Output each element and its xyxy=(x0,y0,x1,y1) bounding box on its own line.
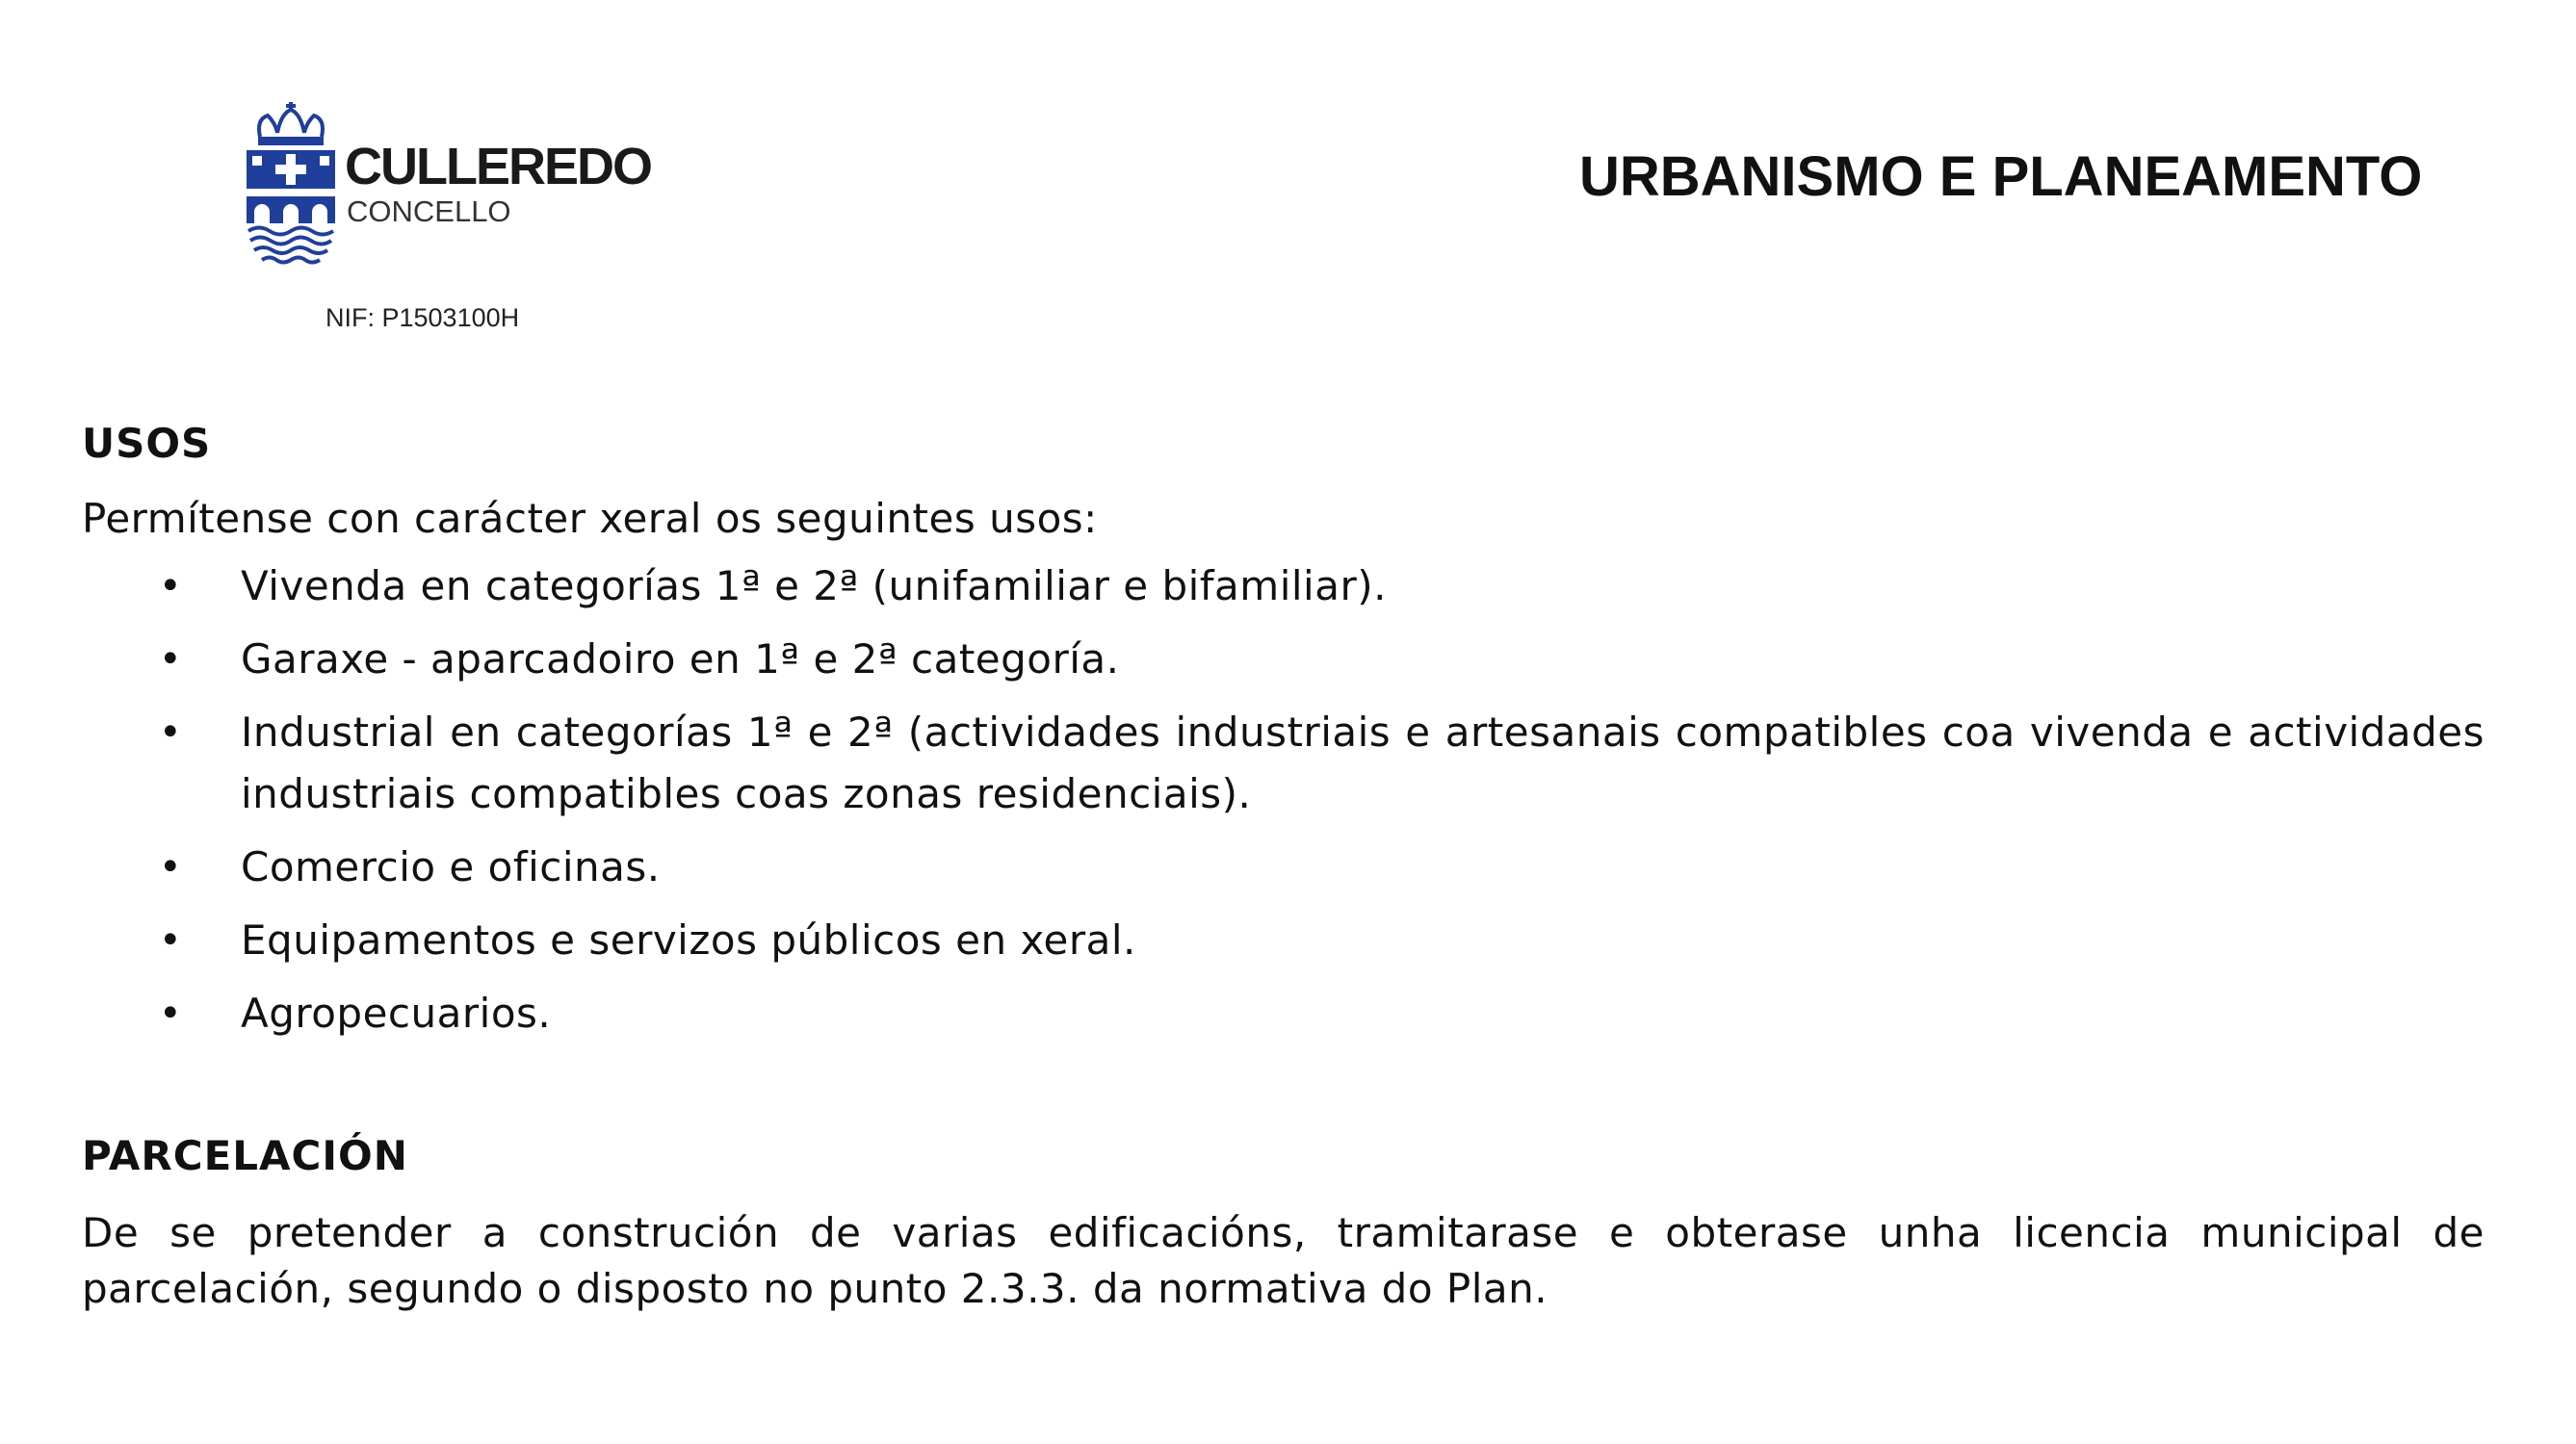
usos-list xyxy=(82,555,2485,1044)
bullet-icon: • xyxy=(159,844,183,890)
list-item xyxy=(82,629,2485,690)
list-item-text: Equipamentos e servizos públicos en xeral. xyxy=(241,915,1136,964)
parcelacion-heading: PARCELACIÓN xyxy=(82,1131,408,1179)
list-item xyxy=(82,910,2485,971)
list-item-text: Industrial en categorías 1ª e 2ª (actividades industriais e artesanais compatibles coa vivenda e actividades industriais compatibles coas zonas residenciais). xyxy=(241,708,2485,817)
logo-subtitle: CONCELLO xyxy=(347,194,511,228)
list-item-text: Vivenda en categorías 1ª e 2ª (unifamiliar e bifamiliar). xyxy=(241,561,1387,609)
bullet-icon: • xyxy=(159,991,183,1036)
usos-heading: USOS xyxy=(82,420,212,467)
bullet-icon: • xyxy=(159,563,183,608)
list-item-text: Comercio e oficinas. xyxy=(241,842,661,890)
list-item xyxy=(82,983,2485,1044)
concello-logo xyxy=(243,100,651,273)
list-item xyxy=(82,702,2485,825)
bullet-icon: • xyxy=(159,709,183,755)
parcelacion-section xyxy=(82,1131,2485,1317)
logo-name: CULLEREDO xyxy=(345,138,651,195)
bullet-icon: • xyxy=(159,636,183,682)
usos-section xyxy=(82,420,2485,1044)
usos-intro: Permítense con carácter xeral os seguintes usos: xyxy=(82,495,1098,542)
coat-of-arms-icon xyxy=(243,100,339,269)
bullet-icon: • xyxy=(159,917,183,963)
document-header xyxy=(0,0,2576,347)
list-item xyxy=(82,555,2485,617)
document-body xyxy=(82,420,2485,1317)
list-item-text: Agropecuarios. xyxy=(241,989,552,1037)
list-item-text: Garaxe - aparcadoiro en 1ª e 2ª categoría. xyxy=(241,634,1120,683)
department-title: URBANISMO E PLANEAMENTO xyxy=(1579,145,2423,208)
parcelacion-paragraph: De se pretender a construción de varias edificacións, tramitarase e obterase unha licencia municipal de parcelación, segundo o disposto no punto 2.3.3. da normativa do Plan. xyxy=(82,1208,2485,1312)
nif-label: NIF: P1503100H xyxy=(325,303,520,332)
list-item xyxy=(82,837,2485,898)
